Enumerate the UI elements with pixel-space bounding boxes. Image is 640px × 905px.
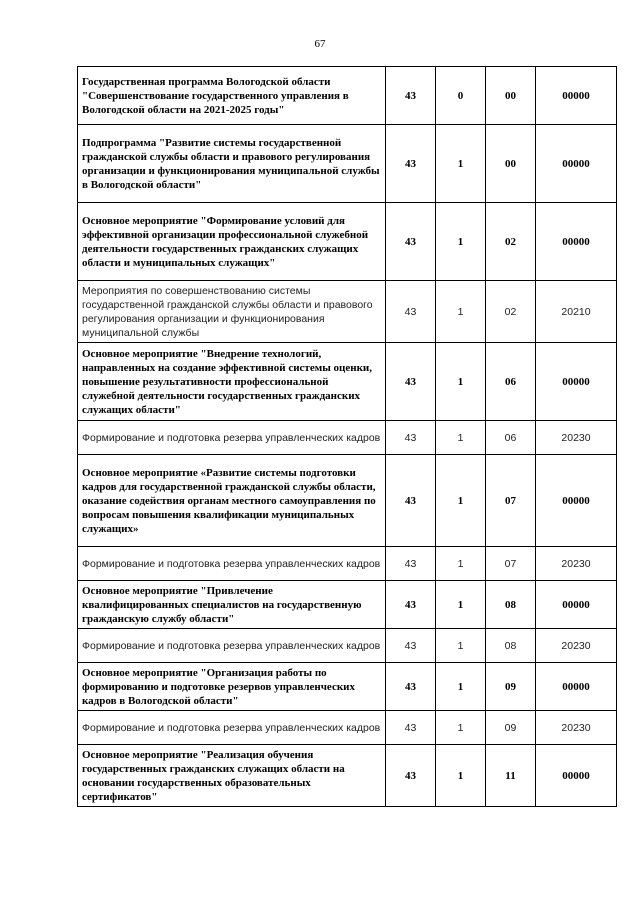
row-name-cell: Формирование и подготовка резерва управленческих кадров (78, 629, 386, 663)
event-code-cell: 08 (486, 629, 536, 663)
subprogram-code-cell: 0 (436, 67, 486, 125)
program-code-cell: 43 (386, 663, 436, 711)
event-code-cell: 07 (486, 547, 536, 581)
event-code-cell: 00 (486, 125, 536, 203)
table-row (78, 281, 617, 343)
subprogram-code-cell: 1 (436, 629, 486, 663)
budget-classification-table (77, 66, 617, 807)
subprogram-code-cell: 1 (436, 711, 486, 745)
table-body (78, 67, 617, 807)
page-number: 67 (314, 38, 326, 50)
table-row (78, 629, 617, 663)
row-name-cell: Подпрограмма "Развитие системы государственной гражданской службы области и правового регулирования организации и функционирования муниципальной службы в Вологодской области" (78, 125, 386, 203)
row-name-cell: Основное мероприятие "Организация работы по формированию и подготовке резервов управленческих кадров в Вологодской области" (78, 663, 386, 711)
direction-code-cell: 00000 (536, 125, 617, 203)
subprogram-code-cell: 1 (436, 203, 486, 281)
row-name-cell: Мероприятия по совершенствованию системы государственной гражданской службы области и правового регулирования организации и функционирования муниципальной службы (78, 281, 386, 343)
event-code-cell: 06 (486, 421, 536, 455)
program-code-cell: 43 (386, 125, 436, 203)
row-name-cell: Основное мероприятие "Реализация обучения государственных гражданских служащих области на основании государственных образовательных сертификатов" (78, 745, 386, 807)
subprogram-code-cell: 1 (436, 581, 486, 629)
program-code-cell: 43 (386, 629, 436, 663)
event-code-cell: 07 (486, 455, 536, 547)
direction-code-cell: 00000 (536, 581, 617, 629)
row-name-cell: Формирование и подготовка резерва управленческих кадров (78, 547, 386, 581)
row-name-cell: Формирование и подготовка резерва управленческих кадров (78, 711, 386, 745)
program-code-cell: 43 (386, 455, 436, 547)
direction-code-cell: 00000 (536, 203, 617, 281)
program-code-cell: 43 (386, 281, 436, 343)
table-row (78, 343, 617, 421)
direction-code-cell: 20230 (536, 629, 617, 663)
direction-code-cell: 20230 (536, 421, 617, 455)
row-name-cell: Государственная программа Вологодской области "Совершенствование государственного управления в Вологодской области на 2021-2025 годы" (78, 67, 386, 125)
subprogram-code-cell: 1 (436, 281, 486, 343)
direction-code-cell: 20210 (536, 281, 617, 343)
event-code-cell: 06 (486, 343, 536, 421)
event-code-cell: 00 (486, 67, 536, 125)
row-name-cell: Основное мероприятие "Формирование условий для эффективной организации профессиональной служебной деятельности государственных гражданских служащих области и муниципальных служащих" (78, 203, 386, 281)
table-row (78, 455, 617, 547)
event-code-cell: 02 (486, 281, 536, 343)
program-code-cell: 43 (386, 711, 436, 745)
subprogram-code-cell: 1 (436, 421, 486, 455)
direction-code-cell: 00000 (536, 343, 617, 421)
row-name-cell: Формирование и подготовка резерва управленческих кадров (78, 421, 386, 455)
subprogram-code-cell: 1 (436, 547, 486, 581)
direction-code-cell: 20230 (536, 547, 617, 581)
event-code-cell: 09 (486, 711, 536, 745)
program-code-cell: 43 (386, 343, 436, 421)
program-code-cell: 43 (386, 745, 436, 807)
subprogram-code-cell: 1 (436, 343, 486, 421)
table-row (78, 663, 617, 711)
event-code-cell: 08 (486, 581, 536, 629)
subprogram-code-cell: 1 (436, 745, 486, 807)
table-row (78, 745, 617, 807)
table-row (78, 581, 617, 629)
subprogram-code-cell: 1 (436, 455, 486, 547)
table-row (78, 547, 617, 581)
event-code-cell: 11 (486, 745, 536, 807)
program-code-cell: 43 (386, 581, 436, 629)
program-code-cell: 43 (386, 547, 436, 581)
row-name-cell: Основное мероприятие "Привлечение квалифицированных специалистов на государственную гражданскую службу области" (78, 581, 386, 629)
row-name-cell: Основное мероприятие «Развитие системы подготовки кадров для государственной гражданской службы области, оказание содействия органам местного самоуправления по вопросам повышения квалификации муниципальных служащих» (78, 455, 386, 547)
event-code-cell: 09 (486, 663, 536, 711)
table-row (78, 203, 617, 281)
subprogram-code-cell: 1 (436, 125, 486, 203)
event-code-cell: 02 (486, 203, 536, 281)
table-row (78, 421, 617, 455)
program-code-cell: 43 (386, 203, 436, 281)
direction-code-cell: 00000 (536, 67, 617, 125)
table-row (78, 67, 617, 125)
direction-code-cell: 00000 (536, 745, 617, 807)
program-code-cell: 43 (386, 421, 436, 455)
subprogram-code-cell: 1 (436, 663, 486, 711)
direction-code-cell: 20230 (536, 711, 617, 745)
table-row (78, 125, 617, 203)
direction-code-cell: 00000 (536, 663, 617, 711)
direction-code-cell: 00000 (536, 455, 617, 547)
program-code-cell: 43 (386, 67, 436, 125)
row-name-cell: Основное мероприятие "Внедрение технологий, направленных на создание эффективной системы оценки, повышение результативности профессиональной служебной деятельности государственных гражданских служащих области" (78, 343, 386, 421)
table-row (78, 711, 617, 745)
